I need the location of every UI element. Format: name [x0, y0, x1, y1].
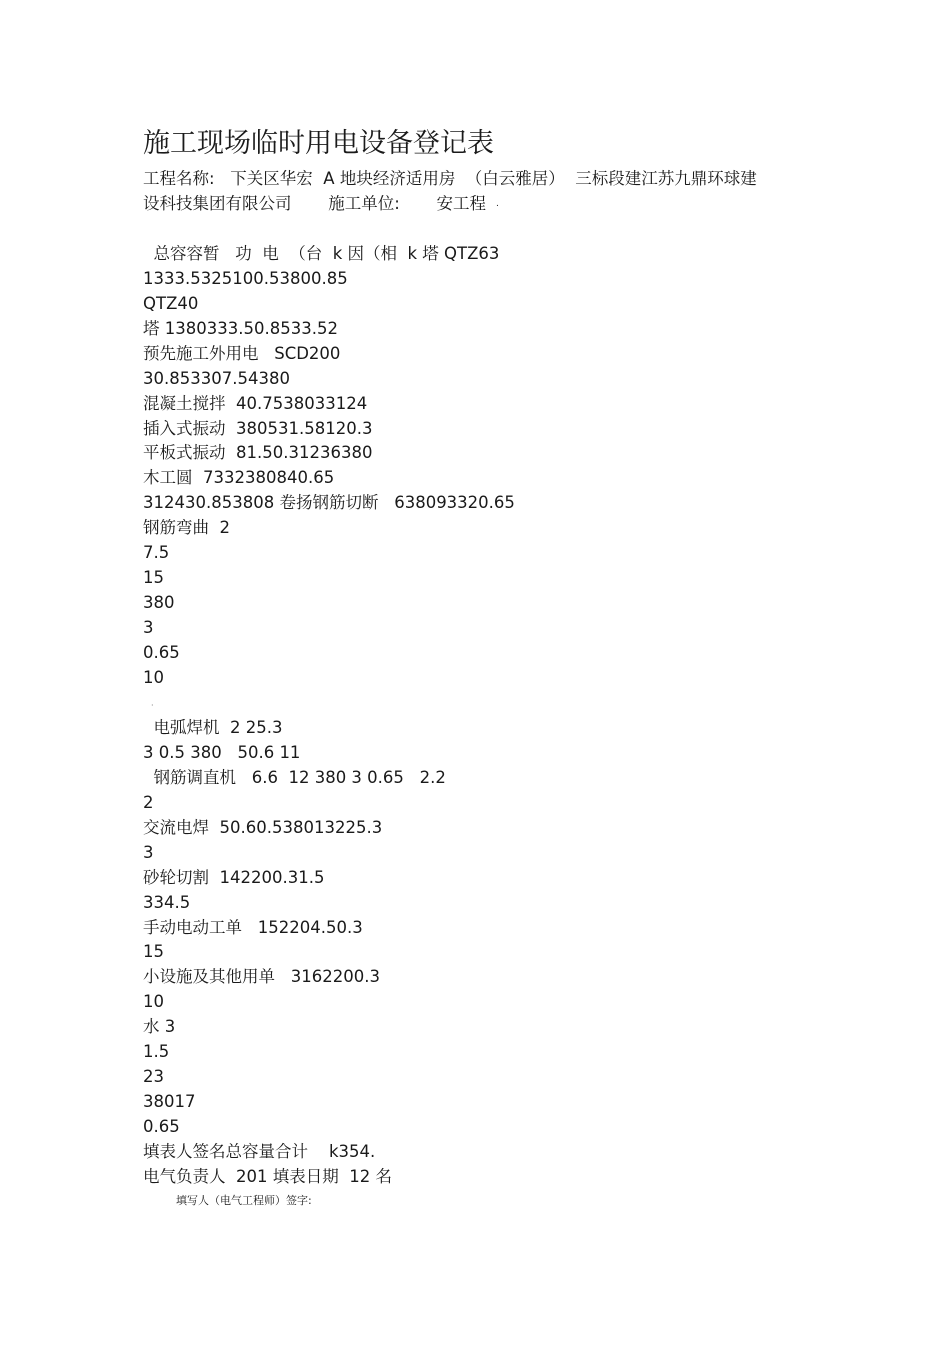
document-line: 15	[143, 942, 164, 962]
document-line: 2	[143, 792, 154, 812]
document-line: 3 0.5 380 50.6 11	[143, 742, 301, 762]
document-line: 塔 1380333.50.8533.52	[143, 318, 338, 338]
document-line: 0.65	[143, 643, 180, 662]
document-line: 手动电动工单 152204.50.3	[143, 917, 363, 937]
document-line: 砂轮切割 142200.31.5	[143, 867, 325, 887]
document-line: 平板式振动 81.50.31236380	[143, 443, 373, 463]
trailing-mark: .	[496, 199, 499, 210]
document-line: 水 3	[143, 1017, 176, 1037]
document-line: 380	[143, 593, 175, 613]
document-line: 插入式振动 380531.58120.3	[143, 418, 373, 438]
document-line: 10	[143, 992, 164, 1012]
document-line: 木工圆 7332380840.65	[143, 468, 335, 488]
document-line: 38017	[143, 1092, 196, 1112]
document-line: 工程名称: 下关区华宏 A 地块经济适用房 （白云雅居） 三标段建江苏九鼎环球建	[143, 169, 757, 188]
document-line: 1333.5325100.53800.85	[143, 268, 348, 288]
document-line: 电气负责人 201 填表日期 12 名	[143, 1167, 392, 1186]
document-line: 交流电焊 50.60.538013225.3	[143, 817, 383, 837]
document-line: 小设施及其他用单 3162200.3	[143, 967, 380, 987]
document-line: 1.5	[143, 1042, 170, 1062]
document-line: 混凝土搅拌 40.7538033124	[143, 393, 368, 413]
document-line: 312430.853808 卷扬钢筋切断 638093320.65	[143, 493, 515, 513]
document-line: 30.853307.54380	[143, 368, 290, 388]
signature-footnote: 填写人（电气工程师）签字:	[176, 1194, 312, 1207]
document-line: 23	[143, 1067, 164, 1087]
document-line: 3	[143, 842, 154, 862]
document-line: 7.5	[143, 543, 170, 563]
document-line: QTZ40	[143, 293, 199, 313]
document-title: 施工现场临时用电设备登记表	[143, 128, 494, 159]
document-line: 334.5	[143, 892, 191, 912]
document-line: 15	[143, 568, 164, 588]
document-line: 钢筋调直机 6.6 12 380 3 0.65 2.2	[143, 767, 446, 787]
document-line: 钢筋弯曲 2	[143, 518, 230, 538]
document-line: 3	[143, 618, 154, 638]
stray-mark: ·	[151, 701, 154, 710]
document-line: 总容容暂 功 电 （台 k 因（相 k 塔 QTZ63	[143, 243, 500, 263]
document-line: 预先施工外用电 SCD200	[143, 343, 341, 363]
document-line: 10	[143, 668, 164, 687]
document-line: 设科技集团有限公司 施工单位: 安工程 .	[143, 193, 499, 213]
document-line: 填表人签名总容量合计 k354.	[143, 1142, 376, 1161]
document-line: 0.65	[143, 1117, 180, 1137]
document-line: 电弧焊机 2 25.3	[143, 717, 283, 737]
